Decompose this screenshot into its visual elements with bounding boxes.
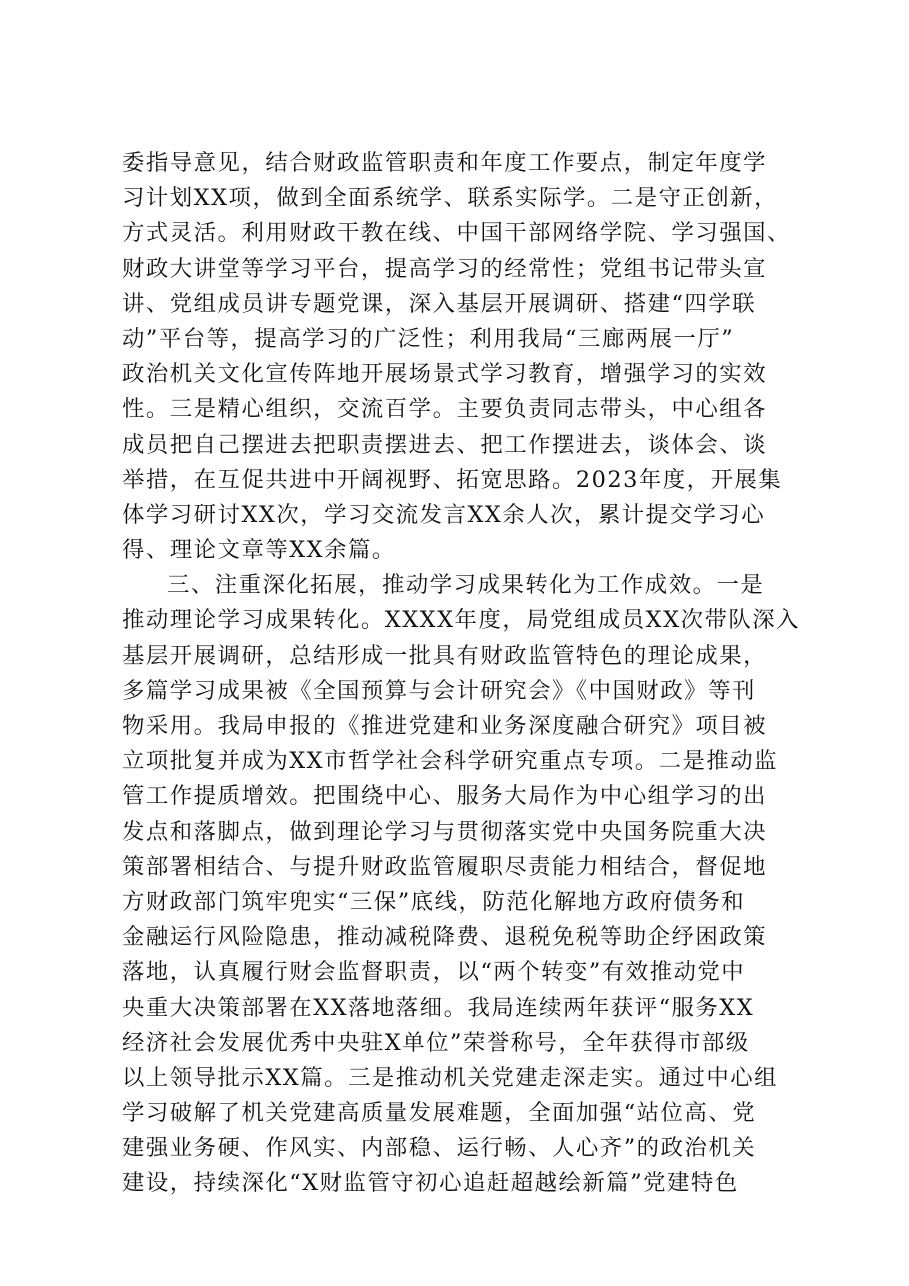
text-line: 成员把自己摆进去把职责摆进去、把工作摆进去，谈体会、谈 bbox=[122, 431, 768, 458]
text-line: 学习破解了机关党建高质量发展难题，全面加强“站位高、党 bbox=[122, 1100, 757, 1127]
text-line: 推动理论学习成果转化。XXXX年度，局党组成员XX次带队深入 bbox=[122, 607, 801, 634]
text-line: 性。三是精心组织，交流百学。主要负责同志带头，中心组各 bbox=[122, 396, 768, 423]
text-line: 落地，认真履行财会监督职责，以“两个转变”有效推动党中 bbox=[122, 959, 746, 986]
text-line: 策部署相结合、与提升财政监管履职尽责能力相结合，督促地 bbox=[122, 853, 768, 880]
text-line: 举措，在互促共进中开阔视野、拓宽思路。2023年度，开展集 bbox=[122, 466, 783, 493]
text-line: 央重大决策部署在XX落地落细。我局连续两年获评“服务XX bbox=[122, 994, 755, 1021]
text-line: 立项批复并成为XX市哲学社会科学研究重点专项。二是推动监 bbox=[122, 748, 779, 775]
text-line: 多篇学习成果被《全国预算与会计研究会》《中国财政》等刊 bbox=[122, 677, 756, 704]
text-line: 方式灵活。利用财政干教在线、中国干部网络学院、学习强国、 bbox=[122, 220, 791, 247]
text-line: 政治机关文化宣传阵地开展场景式学习教育，增强学习的实效 bbox=[122, 361, 768, 388]
text-line: 以上领导批示XX篇。三是推动机关党建走深走实。通过中心组 bbox=[122, 1064, 779, 1091]
paragraph-start-line: 三、注重深化拓展，推动学习成果转化为工作成效。一是 bbox=[167, 572, 765, 599]
text-line: 管工作提质增效。把围绕中心、服务大局作为中心组学习的出 bbox=[122, 783, 768, 810]
text-line: 物采用。我局申报的《推进党建和业务深度融合研究》项目被 bbox=[122, 713, 768, 739]
text-line: 经济社会发展优秀中央驻X单位”荣誉称号，全年获得市部级 bbox=[122, 1029, 750, 1056]
text-line: 财政大讲堂等学习平台，提高学习的经常性；党组书记带头宣 bbox=[122, 255, 768, 282]
text-line: 体学习研讨XX次，学习交流发言XX余人次，累计提交学习心 bbox=[122, 501, 766, 528]
text-line: 建设，持续深化“X财监管守初心追赶超越绘新篇”党建特色 bbox=[122, 1170, 739, 1197]
text-line: 发点和落脚点，做到理论学习与贯彻落实党中央国务院重大决 bbox=[122, 818, 768, 845]
text-line: 基层开展调研，总结形成一批具有财政监管特色的理论成果， bbox=[122, 642, 768, 669]
text-line: 建强业务硬、作风实、内部稳、运行畅、人心齐”的政治机关 bbox=[122, 1135, 757, 1162]
text-line: 得、理论文章等XX余篇。 bbox=[122, 537, 396, 564]
text-line: 习计划XX项，做到全面系统学、联系实际学。二是守正创新， bbox=[122, 185, 779, 212]
text-line: 讲、党组成员讲专题党课，深入基层开展调研、搭建“四学联 bbox=[122, 290, 757, 317]
document-body bbox=[122, 146, 802, 1202]
text-line: 方财政部门筑牢兜实“三保”底线，防范化解地方政府债务和 bbox=[122, 888, 746, 915]
text-line: 委指导意见，结合财政监管职责和年度工作要点，制定年度学 bbox=[122, 150, 768, 176]
text-line: 金融运行风险隐患，推动减税降费、退税免税等助企纾困政策 bbox=[122, 924, 768, 951]
text-line: 动”平台等，提高学习的广泛性；利用我局“三廊两展一厅” bbox=[122, 325, 735, 352]
